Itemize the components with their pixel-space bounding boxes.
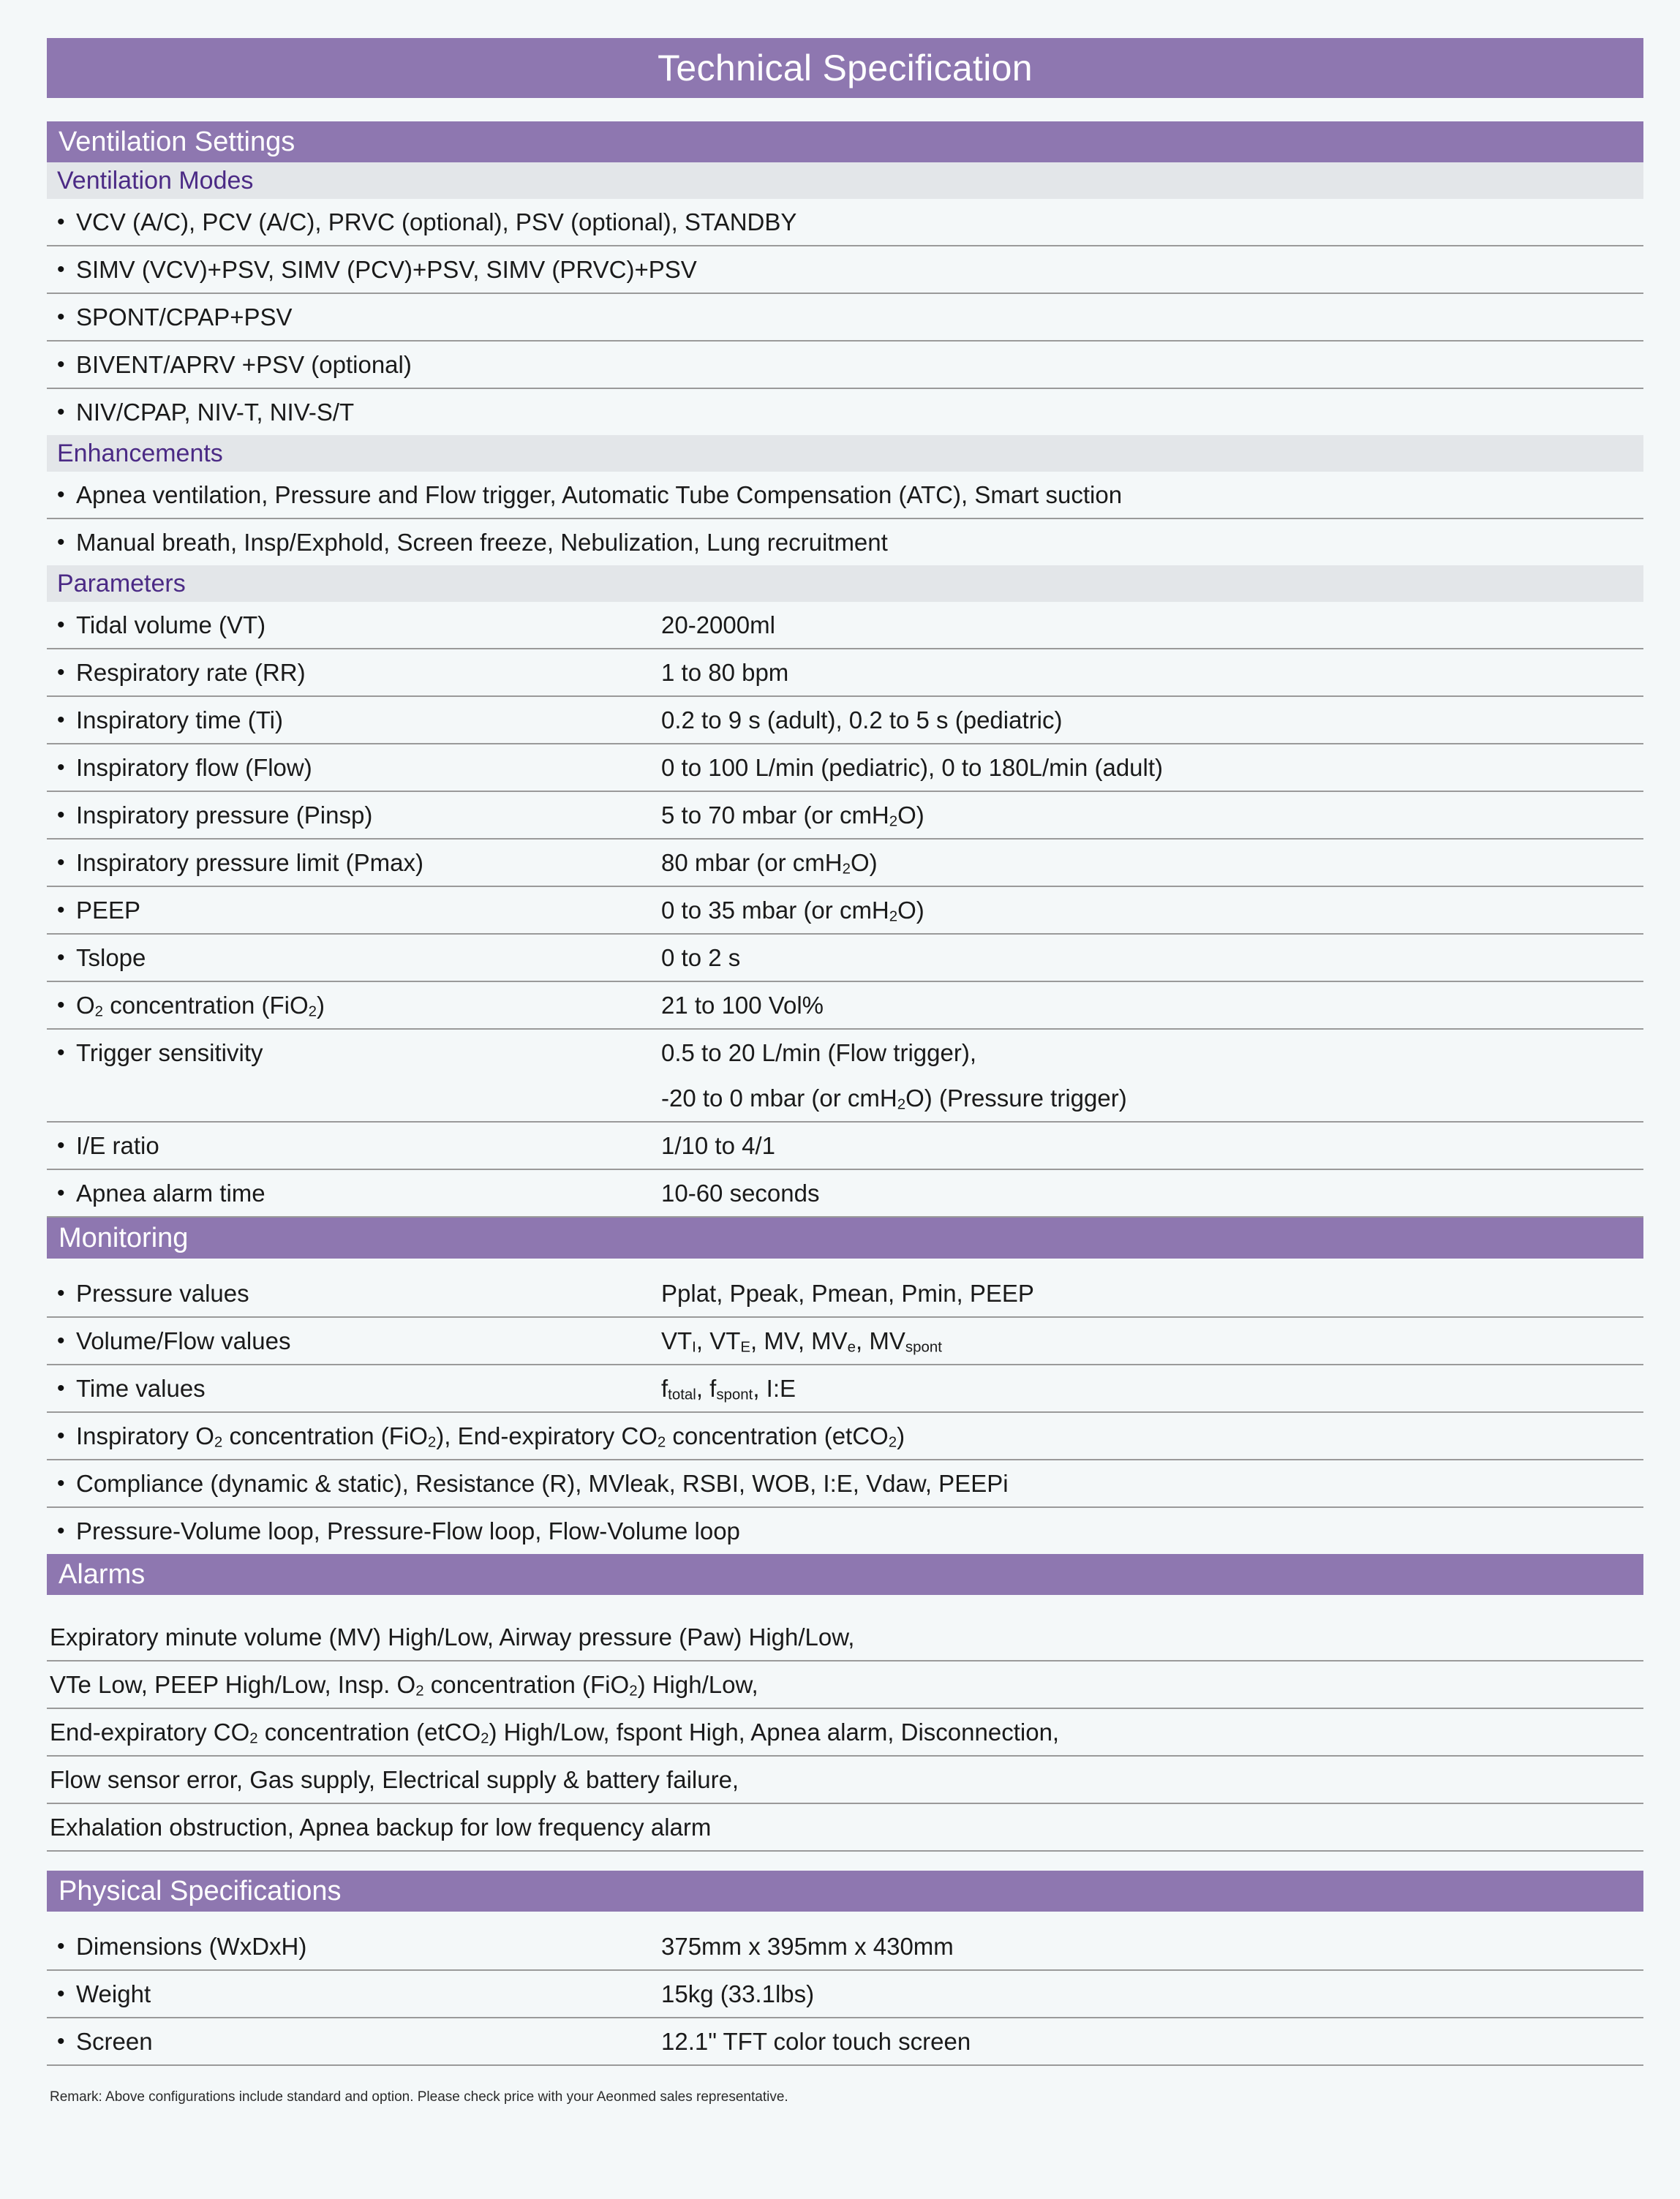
parameters-table <box>47 602 1643 1218</box>
row-label-cell <box>47 1923 661 1969</box>
table-row <box>47 1365 1643 1413</box>
page-title: Technical Specification <box>658 48 1033 88</box>
table-row <box>47 1270 1643 1318</box>
table-row <box>47 792 1643 840</box>
document-title-bar <box>47 38 1643 98</box>
bullet-icon: • <box>57 613 65 637</box>
physical-specifications-table <box>47 1923 1643 2066</box>
row-label-cell <box>47 649 661 695</box>
table-row <box>47 649 1643 697</box>
section-title: Physical Specifications <box>59 1876 342 1906</box>
row-label: Inspiratory pressure limit (Pmax) <box>76 849 423 876</box>
bullet-icon: • <box>57 1181 65 1205</box>
bullet-icon: • <box>57 1281 65 1305</box>
alarms-list <box>47 1614 1643 1852</box>
row-label: SPONT/CPAP+PSV <box>76 303 293 331</box>
row-label: Inspiratory $O_2$ concentration (FiO$_2$), End-expiratory $CO_2$ concentration (etCO$_2$) <box>76 1422 905 1451</box>
row-label-cell <box>47 1413 1643 1459</box>
row-label-cell <box>47 887 661 933</box>
row-label-cell <box>47 1170 661 1216</box>
row-label-cell <box>47 697 661 743</box>
subsection-header-ventilation-modes <box>47 162 1643 199</box>
bullet-icon: • <box>57 850 65 875</box>
table-row <box>47 602 1643 649</box>
bullet-icon: • <box>57 352 65 377</box>
row-label: Time values <box>76 1375 206 1402</box>
row-label-cell <box>47 1508 1643 1554</box>
spacer <box>47 1259 1643 1270</box>
bullet-icon: • <box>57 993 65 1017</box>
row-value: 375mm x 395mm x 430mm <box>661 1933 954 1960</box>
row-value: 21 to 100 Vol% <box>661 992 824 1019</box>
text-row: Expiratory minute volume (MV) High/Low, Airway pressure (Paw) High/Low, <box>47 1614 1643 1661</box>
table-row <box>47 199 1643 246</box>
row-label: Inspiratory flow (Flow) <box>76 754 312 781</box>
bullet-icon: • <box>57 1471 65 1495</box>
row-label: Trigger sensitivity <box>76 1039 263 1066</box>
row-label-cell <box>47 1971 661 2017</box>
row-label: Tslope <box>76 944 146 971</box>
section-title: Alarms <box>59 1559 146 1590</box>
row-label-cell <box>47 1123 661 1169</box>
section-header-monitoring <box>47 1218 1643 1259</box>
table-row <box>47 519 1643 565</box>
subsection-title: Ventilation Modes <box>57 167 254 195</box>
table-row <box>47 1508 1643 1554</box>
row-label: Inspiratory time (Ti) <box>76 706 283 733</box>
bullet-icon: • <box>57 400 65 424</box>
row-label-cell <box>47 1365 661 1411</box>
row-label-cell <box>47 199 1643 245</box>
bullet-icon: • <box>57 257 65 282</box>
row-label-cell <box>47 294 1643 340</box>
table-row <box>47 982 1643 1030</box>
row-value: 15kg (33.1lbs) <box>661 1980 815 2007</box>
row-value: Pplat, Ppeak, Pmean, Pmin, PEEP <box>661 1280 1034 1307</box>
row-label-cell <box>47 982 661 1028</box>
text-row: Exhalation obstruction, Apnea backup for low frequency alarm <box>47 1804 1643 1852</box>
monitoring-table <box>47 1270 1643 1554</box>
row-label-cell <box>47 1270 661 1316</box>
bullet-icon: • <box>57 946 65 970</box>
row-value: 1 to 80 bpm <box>661 659 789 686</box>
text-row: End-expiratory $CO_2$ concentration (etCO$_2$) High/Low, fspont High, Apnea alarm, Disconnection, <box>47 1709 1643 1757</box>
subsection-title: Enhancements <box>57 440 223 467</box>
row-label: Pressure values <box>76 1280 249 1307</box>
section-header-ventilation-settings <box>47 121 1643 162</box>
bullet-icon: • <box>57 530 65 554</box>
bullet-icon: • <box>57 305 65 329</box>
row-label-cell <box>47 342 1643 388</box>
row-label-cell <box>47 519 1643 565</box>
row-label: Apnea ventilation, Pressure and Flow trigger, Automatic Tube Compensation (ATC), Smart suction <box>76 481 1123 508</box>
row-value-line: 0.5 to 20 L/min (Flow trigger), <box>661 1039 976 1066</box>
section-header-physical-specifications <box>47 1871 1643 1912</box>
row-value <box>661 1030 1643 1121</box>
table-row <box>47 935 1643 982</box>
row-label: Manual breath, Insp/Exphold, Screen freeze, Nebulization, Lung recruitment <box>76 529 888 556</box>
bullet-icon: • <box>57 1376 65 1400</box>
row-value: 0 to 35 mbar (or cmH$_2$O) <box>661 897 924 925</box>
row-label-cell <box>47 602 661 648</box>
row-value: 20-2000ml <box>661 611 775 638</box>
table-row <box>47 246 1643 294</box>
row-value: $f_{total}$, $f_{spont}$, I:E <box>661 1375 796 1403</box>
table-row <box>47 744 1643 792</box>
bullet-icon: • <box>57 1519 65 1543</box>
remark-note: Remark: Above configurations include standard and option. Please check price with your Aeonmed sales representative. <box>50 2089 788 2105</box>
bullet-icon: • <box>57 755 65 780</box>
table-row <box>47 697 1643 744</box>
row-label: VCV (A/C), PCV (A/C), PRVC (optional), PSV (optional), STANDBY <box>76 208 797 235</box>
bullet-icon: • <box>57 1424 65 1448</box>
content-column <box>47 38 1643 2107</box>
table-row <box>47 1123 1643 1170</box>
spacer <box>47 1595 1643 1614</box>
row-value: 1/10 to 4/1 <box>661 1132 775 1159</box>
bullet-icon: • <box>57 483 65 507</box>
row-label: Inspiratory pressure (Pinsp) <box>76 801 373 829</box>
table-row <box>47 1971 1643 2018</box>
row-label: Dimensions (WxDxH) <box>76 1933 307 1960</box>
row-label: Screen <box>76 2028 153 2055</box>
bullet-icon: • <box>57 1329 65 1353</box>
row-label: Pressure-Volume loop, Pressure-Flow loop, Flow-Volume loop <box>76 1517 740 1544</box>
table-row <box>47 1318 1643 1365</box>
table-row <box>47 342 1643 389</box>
table-row <box>47 389 1643 435</box>
row-label-cell <box>47 792 661 838</box>
bullet-icon: • <box>57 898 65 922</box>
subsection-header-enhancements <box>47 435 1643 472</box>
row-label: Weight <box>76 1980 151 2007</box>
row-value: 0 to 100 L/min (pediatric), 0 to 180L/min (adult) <box>661 754 1164 781</box>
row-label-cell <box>47 1030 661 1076</box>
row-label-cell <box>47 246 1643 293</box>
table-row <box>47 1923 1643 1971</box>
text-row: VTe Low, PEEP High/Low, Insp. $O_2$ concentration (FiO$_2$) High/Low, <box>47 1661 1643 1709</box>
table-row <box>47 887 1643 935</box>
row-label-cell <box>47 1318 661 1364</box>
table-row <box>47 1413 1643 1460</box>
table-row <box>47 2018 1643 2066</box>
bullet-icon: • <box>57 2029 65 2053</box>
subsection-header-parameters <box>47 565 1643 602</box>
row-value: $VT_I$, $VT_E$, MV, $MV_e$, $MV_{spont}$ <box>661 1327 942 1356</box>
spacer <box>47 1852 1643 1871</box>
bullet-icon: • <box>57 1982 65 2006</box>
row-label-cell <box>47 389 1643 435</box>
subsection-title: Parameters <box>57 570 186 597</box>
row-value: 0.2 to 9 s (adult), 0.2 to 5 s (pediatric) <box>661 706 1063 733</box>
row-label: Tidal volume (VT) <box>76 611 266 638</box>
row-value: 12.1" TFT color touch screen <box>661 2028 971 2055</box>
row-label: BIVENT/APRV +PSV (optional) <box>76 351 412 378</box>
row-label: Compliance (dynamic & static), Resistance (R), MVleak, RSBI, WOB, I:E, Vdaw, PEEPi <box>76 1470 1009 1497</box>
table-row <box>47 1460 1643 1508</box>
row-label: I/E ratio <box>76 1132 159 1159</box>
bullet-icon: • <box>57 1134 65 1158</box>
section-header-alarms <box>47 1554 1643 1595</box>
text-row: Flow sensor error, Gas supply, Electrical supply & battery failure, <box>47 1757 1643 1804</box>
bullet-icon: • <box>57 708 65 732</box>
row-label: Respiratory rate (RR) <box>76 659 306 686</box>
bullet-icon: • <box>57 1041 65 1065</box>
row-value: 10-60 seconds <box>661 1180 820 1207</box>
table-row <box>47 1030 1643 1123</box>
row-value-line: -20 to 0 mbar (or cmH$_2$O) (Pressure trigger) <box>661 1085 1127 1113</box>
row-value: 0 to 2 s <box>661 944 741 971</box>
row-value: 5 to 70 mbar (or cmH$_2$O) <box>661 801 924 830</box>
section-title: Monitoring <box>59 1223 189 1253</box>
section-title: Ventilation Settings <box>59 127 295 157</box>
ventilation-modes-list <box>47 199 1643 435</box>
bullet-icon: • <box>57 803 65 827</box>
row-label: SIMV (VCV)+PSV, SIMV (PCV)+PSV, SIMV (PRVC)+PSV <box>76 256 697 283</box>
row-label-cell <box>47 472 1643 518</box>
bullet-icon: • <box>57 660 65 684</box>
row-label-cell <box>47 840 661 886</box>
row-label-cell <box>47 744 661 791</box>
bullet-icon: • <box>57 1934 65 1958</box>
table-row <box>47 1170 1643 1218</box>
bullet-icon: • <box>57 210 65 234</box>
row-value: 80 mbar (or cmH$_2$O) <box>661 849 878 878</box>
row-label-cell <box>47 1460 1643 1506</box>
row-label: $O_2$ concentration (FiO$_2$) <box>76 992 325 1020</box>
row-label-cell <box>47 935 661 981</box>
row-label: Apnea alarm time <box>76 1180 265 1207</box>
table-row <box>47 840 1643 887</box>
row-label: NIV/CPAP, NIV-T, NIV-S/T <box>76 399 355 426</box>
enhancements-list <box>47 472 1643 565</box>
table-row <box>47 294 1643 342</box>
table-row <box>47 472 1643 519</box>
row-label: Volume/Flow values <box>76 1327 291 1354</box>
row-label-cell <box>47 2018 661 2064</box>
row-label: PEEP <box>76 897 141 924</box>
spacer <box>47 1912 1643 1923</box>
